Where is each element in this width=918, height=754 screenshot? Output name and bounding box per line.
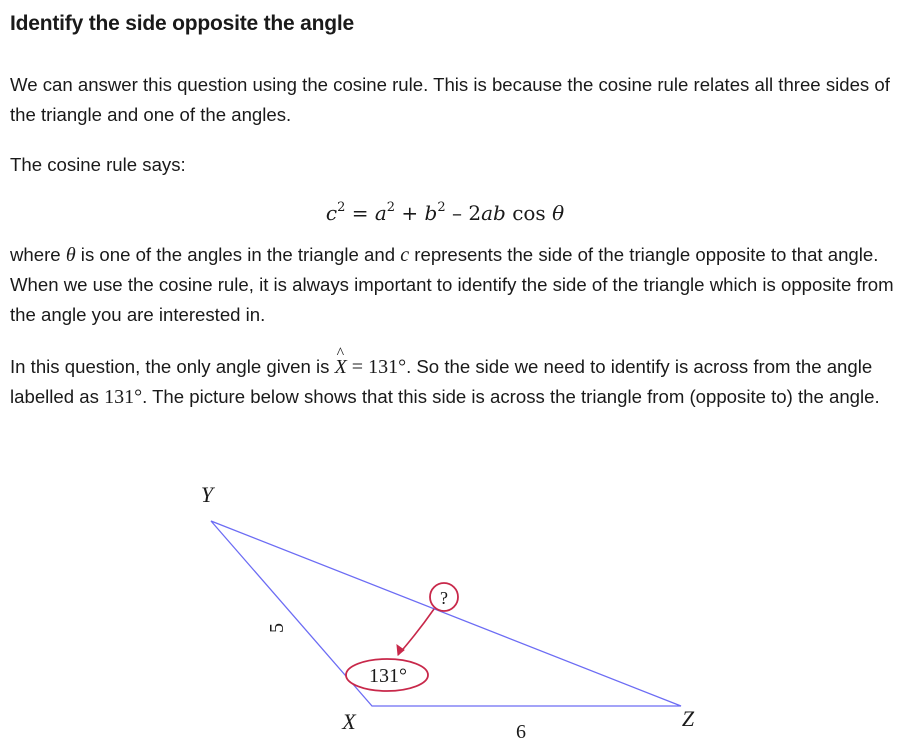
vertex-z-label: Z <box>681 706 695 731</box>
para3-c: c <box>400 244 410 266</box>
question-paragraph <box>10 352 905 412</box>
unknown-side-label: ? <box>440 588 448 608</box>
page-title: Identify the side opposite the angle <box>10 12 355 35</box>
cosine-rule-intro: The cosine rule says: <box>10 154 186 175</box>
arrow-line <box>398 609 434 655</box>
formula-c: c <box>325 201 338 225</box>
formula-plus: + <box>401 201 419 225</box>
para3-text-1: where <box>10 244 66 265</box>
content <box>10 0 905 412</box>
cosine-rule-formula <box>10 196 905 230</box>
formula-minus: – <box>452 201 462 225</box>
formula-c-exponent: 2 <box>337 200 346 215</box>
vertex-y-label: Y <box>200 482 214 507</box>
para4-text-1: In this question, the only angle given is <box>10 356 335 377</box>
formula-cos: cos <box>512 201 546 225</box>
angle-label: 131° <box>369 665 407 687</box>
formula-a-exponent: 2 <box>386 200 396 215</box>
intro-paragraph: We can answer this question using the cosine rule. This is because the cosine rule relates all three sides of the triangle and one of the angles. <box>10 74 890 125</box>
arrow-head-icon <box>397 645 404 655</box>
para4-text-2: . So the side we need to identify is across from the angle labelled as <box>10 356 873 407</box>
para3-text-3: represents the side of the triangle opposite to that angle. When we use the cosine rule, it is always important to identify the side of the triangle which is opposite from the angle you are interested in. <box>10 244 894 325</box>
side-xy-label: 5 <box>266 623 288 633</box>
formula-two: 2 <box>468 201 482 225</box>
formula-ab: ab <box>481 201 506 225</box>
explanation-paragraph <box>10 240 905 330</box>
formula-equals: = <box>351 201 369 225</box>
para3-theta: θ <box>65 244 76 266</box>
formula-b-exponent: 2 <box>437 200 446 215</box>
formula-a: a <box>374 201 387 225</box>
formula-b: b <box>424 201 438 225</box>
para4-angle-2: 131° <box>104 386 143 408</box>
para4-text-3: . The picture below shows that this side is across the triangle from (opposite to) the angle. <box>142 386 880 407</box>
para4-x-hat: ^ X <box>335 352 347 382</box>
triangle-diagram <box>0 460 918 754</box>
para4-equals: = <box>346 356 369 378</box>
formula-theta: θ <box>552 201 565 225</box>
para3-text-2: is one of the angles in the triangle and <box>75 244 401 265</box>
para4-angle: 131° <box>368 356 407 378</box>
vertex-x-label: X <box>342 709 356 734</box>
triangle-xyz <box>211 521 681 706</box>
side-xz-label: 6 <box>516 721 526 743</box>
